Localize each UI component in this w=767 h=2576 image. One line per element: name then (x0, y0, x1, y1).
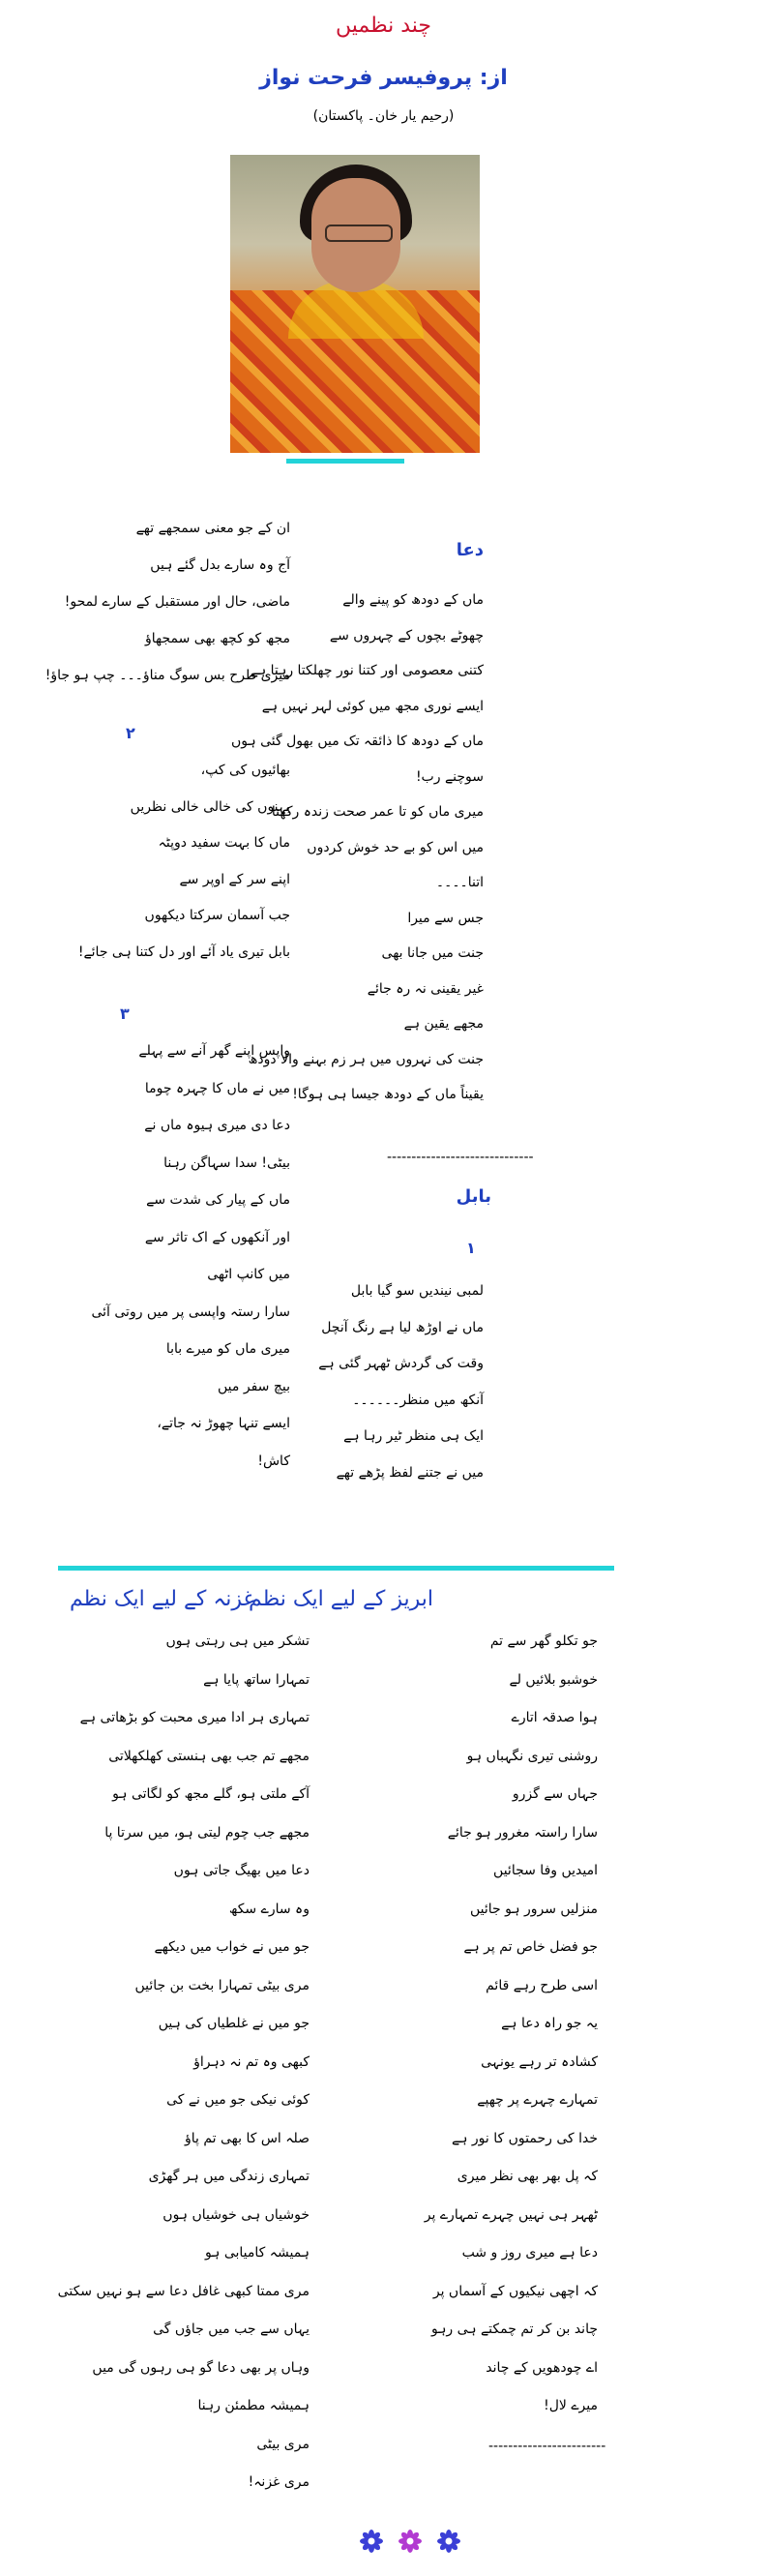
abreez-rule: ------------------------ (488, 2439, 606, 2454)
poem-line: اور آنکھوں کے اک تاثر سے (144, 1229, 290, 1245)
poem-line: جنت کی نہروں میں ہر زم بہنے والا دودھ (248, 1051, 484, 1067)
poem-line: ماں نے اوڑھ لیا ہے رنگ آنچل (321, 1319, 484, 1335)
poem-line: وہاں پر بھی دعا گو ہی رہوں گی میں (92, 2359, 310, 2376)
poem-line: سارا راستہ مغرور ہو جائے (447, 1824, 598, 1841)
poem-line: ایک ہی منظر ٹیر رہا ہے (343, 1428, 484, 1444)
poem-line: ایسے تنہا چھوڑ نہ جاتے، (157, 1416, 290, 1431)
poem-line: ہوا صدقہ اتارے (511, 1710, 598, 1725)
poem-line: ماں کے دودھ کا ذائقہ تک میں بھول گئی ہوں (230, 734, 484, 749)
poem-line: ماضی، حال اور مستقبل کے سارے لمحو! (64, 594, 290, 610)
poem-line: امیدیں وفا سجائیں (493, 1863, 598, 1878)
author-photo (230, 155, 480, 453)
part-2-number: ۲ (126, 724, 135, 742)
page-title: چند نظمیں (335, 14, 432, 38)
poem-line: یقیناً ماں کے دودھ جیسا ہی ہوگا! (292, 1087, 484, 1102)
flower-icon (398, 2530, 422, 2553)
poem-line: بیچ سفر میں (218, 1378, 290, 1394)
poem-line: میں اس کو بے حد خوش کردوں (307, 839, 484, 855)
poem-line: خوشیاں ہی خوشیاں ہوں (162, 2206, 310, 2223)
poem-line: کوئی نیکی جو میں نے کی (166, 2092, 310, 2108)
poem-line: روشنی تیری نگہباں ہو (466, 1748, 598, 1764)
poem-line: جنت میں جانا بھی (381, 945, 484, 961)
poem-line: تمہارے چہرے پر چھپے (477, 2092, 598, 2108)
poem-line: یہ جو راہ دعا ہے (501, 2016, 598, 2031)
poem-line: چھوٹے بچوں کے چہروں سے (329, 627, 484, 644)
poem-line: میری ماں کو تا عمر صحت زندہ رکھنا (271, 804, 484, 820)
poem-line: ان کے جو معنی سمجھے تھے (135, 521, 290, 536)
poem-line: میں نے جتنے لفظ پڑھے تھے (336, 1464, 484, 1481)
poem-line: تشکر میں ہی رہتی ہوں (165, 1633, 310, 1649)
poem-line: ماں کے دودھ کو پینے والے (342, 592, 484, 608)
flower-icon (360, 2530, 383, 2553)
poem-line: خوشبو بلائیں لے (509, 1671, 598, 1688)
poem-line: ہمیشہ کامیابی ہو (204, 2245, 310, 2261)
poem-line: بابل تیری یاد آئے اور دل کتنا ہی جائے! (77, 944, 290, 960)
poem-line: جو میں نے خواب میں دیکھے (154, 1939, 310, 1955)
poem-line: آج وہ سارے بدل گئے ہیں (150, 557, 290, 573)
poem-line: میں نے ماں کا چہرہ چوما (144, 1080, 290, 1096)
poem-line: لمبی نیندیں سو گیا بابل (350, 1283, 484, 1299)
poem-line: تمہارا ساتھ پایا ہے (203, 1671, 310, 1688)
poem-line: دعا میں بھیگ جاتی ہوں (173, 1863, 310, 1878)
author-line: از: پروفیسر فرحت نواز (259, 66, 508, 90)
poem-line: یہاں سے جب میں جاؤں گی (153, 2321, 310, 2337)
footer-ornaments (360, 2524, 476, 2562)
poem-line: اے چودھویں کے چاند (486, 2359, 598, 2376)
poem-line: مری ممتا کبھی غافل دعا سے ہو نہیں سکتی (57, 2283, 310, 2299)
poem-line: ٹھہر ہی نہیں چہرے تمہارے پر (424, 2206, 598, 2223)
poem-line: خدا کی رحمتوں کا نور ہے (452, 2130, 598, 2146)
poem-line: کشادہ تر رہے یونہی (481, 2053, 598, 2070)
babal-heading: بابل (456, 1186, 491, 1207)
poem-line: کہ پل بھر بھی نظر میری (457, 2169, 598, 2184)
poem-line: مجھے جب چوم لیتی ہو، میں سرتا پا (104, 1824, 310, 1841)
poem-line: مری بیٹی (256, 2436, 310, 2452)
dua-heading: دعا (456, 540, 484, 560)
poem-line: جس سے میرا (407, 910, 484, 926)
poem-line: جو فضل خاص تم پر ہے (463, 1939, 598, 1955)
flower-icon (437, 2530, 460, 2553)
poem-line: اتنا۔۔۔۔ (435, 875, 484, 890)
poem-line: ماں کا بہت سفید دوپٹہ (158, 835, 290, 851)
poem-line: مجھ کو کچھ بھی سمجھاؤ (145, 631, 290, 646)
poem-line: آکے ملتی ہو، گلے مجھ کو لگاتی ہو (112, 1786, 310, 1802)
author-location: (رحیم یار خان۔ پاکستان) (312, 108, 455, 124)
poem-line: مجھے یقین ہے (403, 1016, 484, 1032)
poem-line: مری بیٹی تمہارا بخت بن جائیں (134, 1977, 310, 1993)
poem-line: واپس اپنے گھر آنے سے پہلے (138, 1043, 290, 1059)
poem-line: میں کانپ اٹھی (207, 1267, 290, 1282)
poem-line: آنکھ میں منظر۔۔۔۔۔۔ (352, 1392, 484, 1408)
poem-line: بیٹی! سدا سہاگن رہنا (163, 1154, 290, 1171)
poem-line: بہنوں کی خالی خالی نظریں (130, 798, 290, 815)
poem-line: صلہ اس کا بھی تم پاؤ (184, 2130, 310, 2146)
poem-line: ماں کے پیار کی شدت سے (146, 1192, 290, 1208)
poem-line: مجھے تم جب بھی ہنستی کھلکھلاتی (108, 1748, 310, 1764)
poem-line: کہ اچھی نیکیوں کے آسماں پر (432, 2283, 598, 2299)
poem-line: بھائیوں کی کپ، (200, 763, 290, 778)
poem-line: چاند بن کر تم چمکتے ہی رہو (431, 2321, 598, 2337)
poem-line: وہ سارے سکھ (228, 1901, 310, 1917)
section-divider (58, 1566, 614, 1571)
poem-line: تمہاری زندگی میں ہر گھڑی (148, 2169, 310, 2184)
babal-number: ۱ (466, 1239, 476, 1257)
poem-line: اسی طرح رہے قائم (486, 1977, 598, 1993)
poem-line: میری طرح بس سوگ مناؤ۔۔۔ چپ ہو جاؤ! (44, 668, 290, 683)
part-3-number: ۳ (120, 1004, 130, 1023)
poem-line: جہاں سے گزرو (512, 1786, 598, 1802)
poem-line: جب آسمان سرکتا دیکھوں (144, 908, 290, 923)
poem-line: کاش! (257, 1453, 290, 1469)
photo-underline (286, 459, 404, 464)
poem-line: کتنی معصومی اور کتنا نور چھلکتا رہتا ہے (250, 663, 484, 678)
dua-rule: ------------------------------ (387, 1150, 534, 1165)
poem-line: سوچنے رب! (415, 768, 484, 785)
poem-line: غیر یقینی نہ رہ جائے (367, 980, 484, 997)
poem-line: میرے لال! (544, 2398, 598, 2413)
poem-line: سارا رستہ واپسی پر میں روتی آئی (91, 1303, 290, 1320)
poem-line: کبھی وہ تم نہ دہراؤ (193, 2053, 310, 2070)
poem-line: اپنے سر کے اوپر سے (179, 871, 290, 887)
poem-line: میری ماں کو میرے بابا (165, 1341, 290, 1357)
poem-line: ایسے نوری مجھ میں کوئی لہر نہیں ہے (261, 698, 484, 714)
poem-line: جو تکلو گھر سے تم (489, 1633, 598, 1649)
poem-line: منزلیں سرور ہو جائیں (469, 1901, 598, 1917)
ghazna-heading: غزنہ کے لیے ایک نظم (70, 1587, 254, 1611)
poem-line: ہمیشہ مطمئن رہنا (197, 2398, 310, 2413)
poem-line: دعا دی میری ہیوہ ماں نے (144, 1118, 290, 1133)
poem-line: مری غزنہ! (248, 2474, 310, 2490)
poem-line: وقت کی گردش ٹھہر گئی ہے (318, 1356, 484, 1371)
poem-line: دعا ہے میری روز و شب (461, 2245, 598, 2261)
abreez-heading: ابریز کے لیے ایک نظم (249, 1587, 433, 1611)
poem-line: جو میں نے غلطیاں کی ہیں (158, 2016, 310, 2031)
poem-line: تمہاری ہر ادا میری محبت کو بڑھاتی ہے (79, 1710, 310, 1725)
